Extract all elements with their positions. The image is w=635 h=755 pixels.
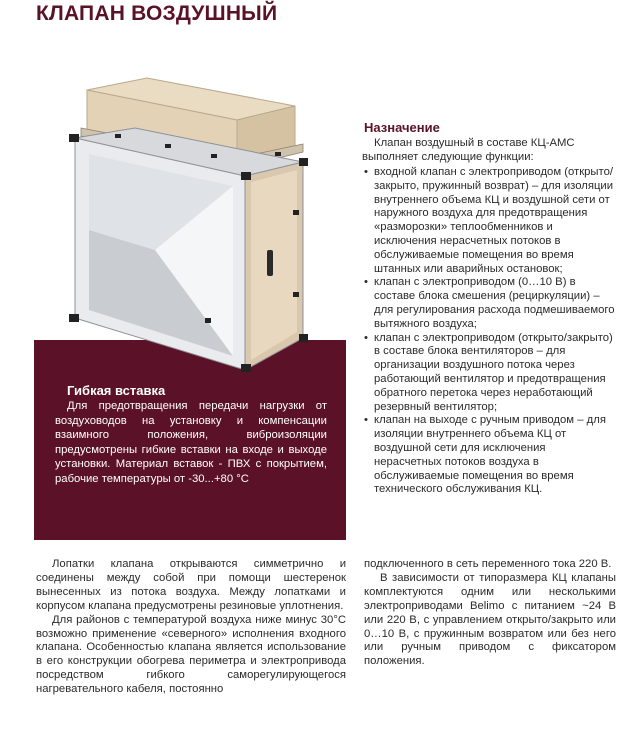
purpose-title: Назначение — [364, 120, 440, 135]
body-paragraph-continuation: подключенного в сеть переменного тока 220 В. — [364, 558, 612, 570]
list-item: • клапан на выходе с ручным приводом – для изоляции внутреннего объема КЦ от воздушной сети для исключения нерасчетных потоков воздуха в обслуживаемые помещения во время технического обслуживания КЦ. — [362, 414, 616, 497]
list-item: • входной клапан с электроприводом (открыто/закрыто, пружинный возврат) – для изоляции внутреннего объема КЦ и воздушной сети от наружного воздуха для предотвращения «разморозки» теплообменников и исключения нерасчетных потоков в обслуживаемые помещения во время штанных или аварийных остановок; — [362, 166, 616, 276]
body-paragraph: Лопатки клапана открываются симметрично и соединены между собой при помощи шестеренок вынесенных из потока воздуха. Между лопатками и корпусом клапана предусмотрены резиновые уплотнения. — [36, 558, 346, 612]
body-paragraph: Для районов с температурой воздуха ниже минус 30°С возможно применение «северного» исполнения входного клапана. Особенностью клапана является использование в его конструкции обогрева периметра и электропривода посредством гибкого саморегулирующегося нагревательного кабеля, постоянно — [36, 613, 346, 696]
body-column-left — [36, 558, 346, 697]
flexible-insert-text: Для предотвращения передачи нагрузки от воздуховодов на установку и компенсации взаимного положения, виброизоляции предусмотрены гибкие вставки на входе и выходе установки. Материал вставок - ПВХ с покрытием, рабочие температуры от -30...+80 °С — [55, 400, 327, 485]
list-item: • клапан с электроприводом (открыто/закрыто) в составе блока вентиляторов – для организации воздушного потока через работающий вентилятор и предотвращения обратного перетока через неработающий резервный вентилятор; — [362, 332, 616, 415]
air-damper-flexible-insert-image — [55, 70, 345, 375]
purpose-list — [362, 166, 616, 497]
purpose-intro: Клапан воздушный в составе КЦ-АМС выполняет следующие функции: — [362, 137, 575, 163]
list-item: • клапан с электроприводом (0…10 В) в составе блока смешения (рециркуляции) – для регулирования расхода подмешиваемого вытяжного воздуха; — [362, 276, 616, 331]
body-paragraph: В зависимости от типоразмера КЦ клапаны комплектуются одним или несколькими электроприводами Belimo с питанием ~24 В или 220 В, с управлением открыто/закрыто или 0…10 В, с пружинным возвратом или без него или ручным приводом с фиксатором положения. — [364, 571, 616, 668]
flexible-insert-title: Гибкая вставка — [67, 383, 166, 398]
body-column-right — [364, 558, 616, 669]
page-title: КЛАПАН ВОЗДУШНЫЙ — [36, 2, 278, 25]
